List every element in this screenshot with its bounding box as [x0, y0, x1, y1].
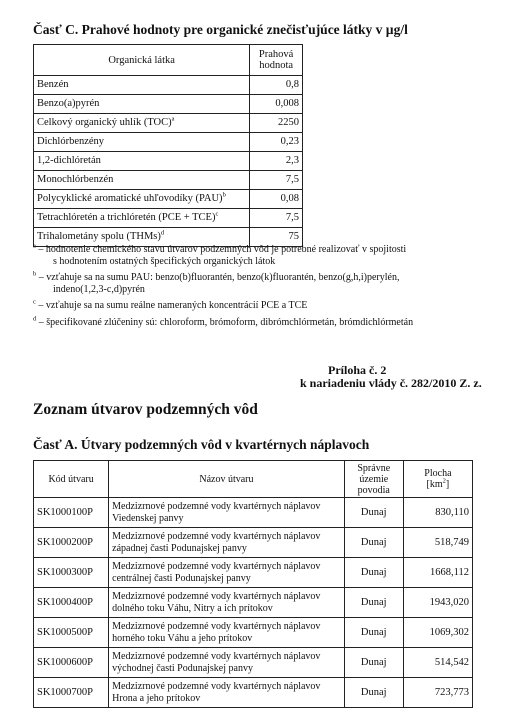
threshold-value: 2250 — [250, 114, 303, 133]
water-body-name: Medzizrnové podzemné vody kvartérnych náplavov Viedenskej panvy — [109, 498, 345, 528]
threshold-value: 7,5 — [250, 209, 303, 228]
water-body-name: Medzizrnové podzemné vody kvartérnych náplavov dolného toku Váhu, Nitry a ich prítokov — [109, 588, 345, 618]
table-row — [34, 209, 303, 228]
river-basin: Dunaj — [344, 648, 403, 678]
water-body-name: Medzizrnové podzemné vody kvartérnych náplavov východnej časti Podunajskej panvy — [109, 648, 345, 678]
threshold-value: 0,8 — [250, 76, 303, 95]
table-row — [34, 678, 473, 708]
column-header-area — [403, 461, 472, 498]
footnote-marker: a — [33, 242, 36, 250]
footnote-text: – vzťahuje sa na sumu reálne nameraných koncentrácií PCE a TCE — [35, 300, 308, 311]
substance-name: Trihalometány spolu (THMs)$^d$ — [34, 228, 250, 247]
footnote-marker: d — [160, 229, 165, 237]
footnote-text: – vzťahuje sa na sumu PAU: benzo(b)fluorantén, benzo(k)fluorantén, benzo(g,h,i)perylén, — [36, 272, 400, 283]
substance-name: Tetrachlóretén a trichlóretén (PCE + TCE)$^c$ — [34, 209, 250, 228]
water-body-name: Medzizrnové podzemné vody kvartérnych náplavov Hrona a jeho prítokov — [109, 678, 345, 708]
river-basin: Dunaj — [344, 528, 403, 558]
water-body-code: SK1000600P — [34, 648, 109, 678]
footnote-marker: d — [33, 315, 37, 323]
column-header-substance: Organická látka — [34, 45, 250, 76]
river-basin: Dunaj — [344, 618, 403, 648]
footnote-marker: c — [215, 210, 219, 218]
footnote — [33, 317, 493, 329]
water-body-code: SK1000100P — [34, 498, 109, 528]
river-basin: Dunaj — [344, 498, 403, 528]
column-header-code: Kód útvaru — [34, 461, 109, 498]
substance-name: Benzén — [34, 76, 250, 95]
table-row — [34, 171, 303, 190]
substance-name: 1,2-dichlóretán — [34, 152, 250, 171]
threshold-value: 7,5 — [250, 171, 303, 190]
table-row — [34, 588, 473, 618]
annex-number: Príloha č. 2 — [328, 363, 387, 377]
area-value: 830,110 — [403, 498, 472, 528]
substance-name: Monochlórbenzén — [34, 171, 250, 190]
table-row — [34, 133, 303, 152]
footnote — [33, 244, 493, 267]
footnote-text: – špecifikované zlúčeniny sú: chloroform, brómoform, dibrómchlórmetán, brómdichlórmetán — [36, 316, 414, 328]
table-row — [34, 558, 473, 588]
footnote-continuation: s hodnotením ostatných špecifických organických látok — [53, 255, 276, 267]
column-header-basin: Správne územie povodia — [344, 461, 403, 498]
table-row — [34, 152, 303, 171]
substance-name: Dichlórbenzény — [34, 133, 250, 152]
footnote-marker: b — [222, 191, 226, 199]
water-body-name: Medzizrnové podzemné vody kvartérnych náplavov západnej časti Podunajskej panvy — [109, 528, 345, 558]
main-title: Zoznam útvarov podzemných vôd — [33, 401, 258, 418]
table-row — [34, 528, 473, 558]
column-header-name: Názov útvaru — [109, 461, 345, 498]
threshold-table-header — [34, 45, 303, 76]
river-basin: Dunaj — [344, 558, 403, 588]
water-body-code: SK1000700P — [34, 678, 109, 708]
part-c-heading: Časť C. Prahové hodnoty pre organické znečisťujúce látky v µg/l — [33, 22, 408, 37]
threshold-table — [33, 44, 303, 247]
substance-name: Celkový organický uhlík (TOC)$^a$ — [34, 114, 250, 133]
threshold-table-body — [34, 76, 303, 247]
water-body-table — [33, 460, 473, 708]
annex-regulation: k nariadeniu vlády č. 282/2010 Z. z. — [300, 376, 482, 390]
water-body-code: SK1000300P — [34, 558, 109, 588]
table-row — [34, 114, 303, 133]
part-a-heading: Časť A. Útvary podzemných vôd v kvartérnych náplavoch — [33, 437, 370, 452]
footnote — [33, 272, 493, 295]
table-row — [34, 76, 303, 95]
threshold-value: 0,008 — [250, 95, 303, 114]
column-header-threshold: Prahová hodnota — [250, 45, 303, 76]
threshold-value: 0,08 — [250, 190, 303, 209]
area-value: 1069,302 — [403, 618, 472, 648]
area-value: 1943,020 — [403, 588, 472, 618]
footnote-text: – hodnotenie chemického stavu útvarov podzemných vôd je potrebné realizovať v spojitosti — [35, 244, 407, 255]
area-unit: $[km^2]$ — [426, 477, 450, 490]
table-row — [34, 190, 303, 209]
water-body-code: SK1000400P — [34, 588, 109, 618]
threshold-value: 2,3 — [250, 152, 303, 171]
water-body-table-body — [34, 498, 473, 708]
threshold-value: 75 — [250, 228, 303, 247]
table-row — [34, 498, 473, 528]
footnotes — [33, 244, 493, 333]
threshold-value: 0,23 — [250, 133, 303, 152]
table-row — [34, 648, 473, 678]
area-label: Plocha — [424, 468, 452, 479]
water-body-table-header — [34, 461, 473, 498]
footnote-marker: b — [33, 270, 37, 278]
substance-name: Benzo(a)pyrén — [34, 95, 250, 114]
area-value: 518,749 — [403, 528, 472, 558]
river-basin: Dunaj — [344, 588, 403, 618]
water-body-name: Medzizrnové podzemné vody kvartérnych náplavov centrálnej časti Podunajskej panvy — [109, 558, 345, 588]
water-body-name: Medzizrnové podzemné vody kvartérnych náplavov horného toku Váhu a jeho prítokov — [109, 618, 345, 648]
annex-label — [300, 364, 482, 390]
table-row — [34, 618, 473, 648]
footnote — [33, 300, 493, 312]
water-body-code: SK1000500P — [34, 618, 109, 648]
footnote-continuation: indeno(1,2,3-c,d)pyrén — [53, 283, 145, 295]
footnote-marker: a — [171, 115, 175, 123]
substance-name: Polycyklické aromatické uhľovodíky (PAU)$^b$ — [34, 190, 250, 209]
table-row — [34, 95, 303, 114]
area-value: 1668,112 — [403, 558, 472, 588]
river-basin: Dunaj — [344, 678, 403, 708]
area-value: 723,773 — [403, 678, 472, 708]
water-body-code: SK1000200P — [34, 528, 109, 558]
area-value: 514,542 — [403, 648, 472, 678]
footnote-marker: c — [33, 298, 36, 306]
